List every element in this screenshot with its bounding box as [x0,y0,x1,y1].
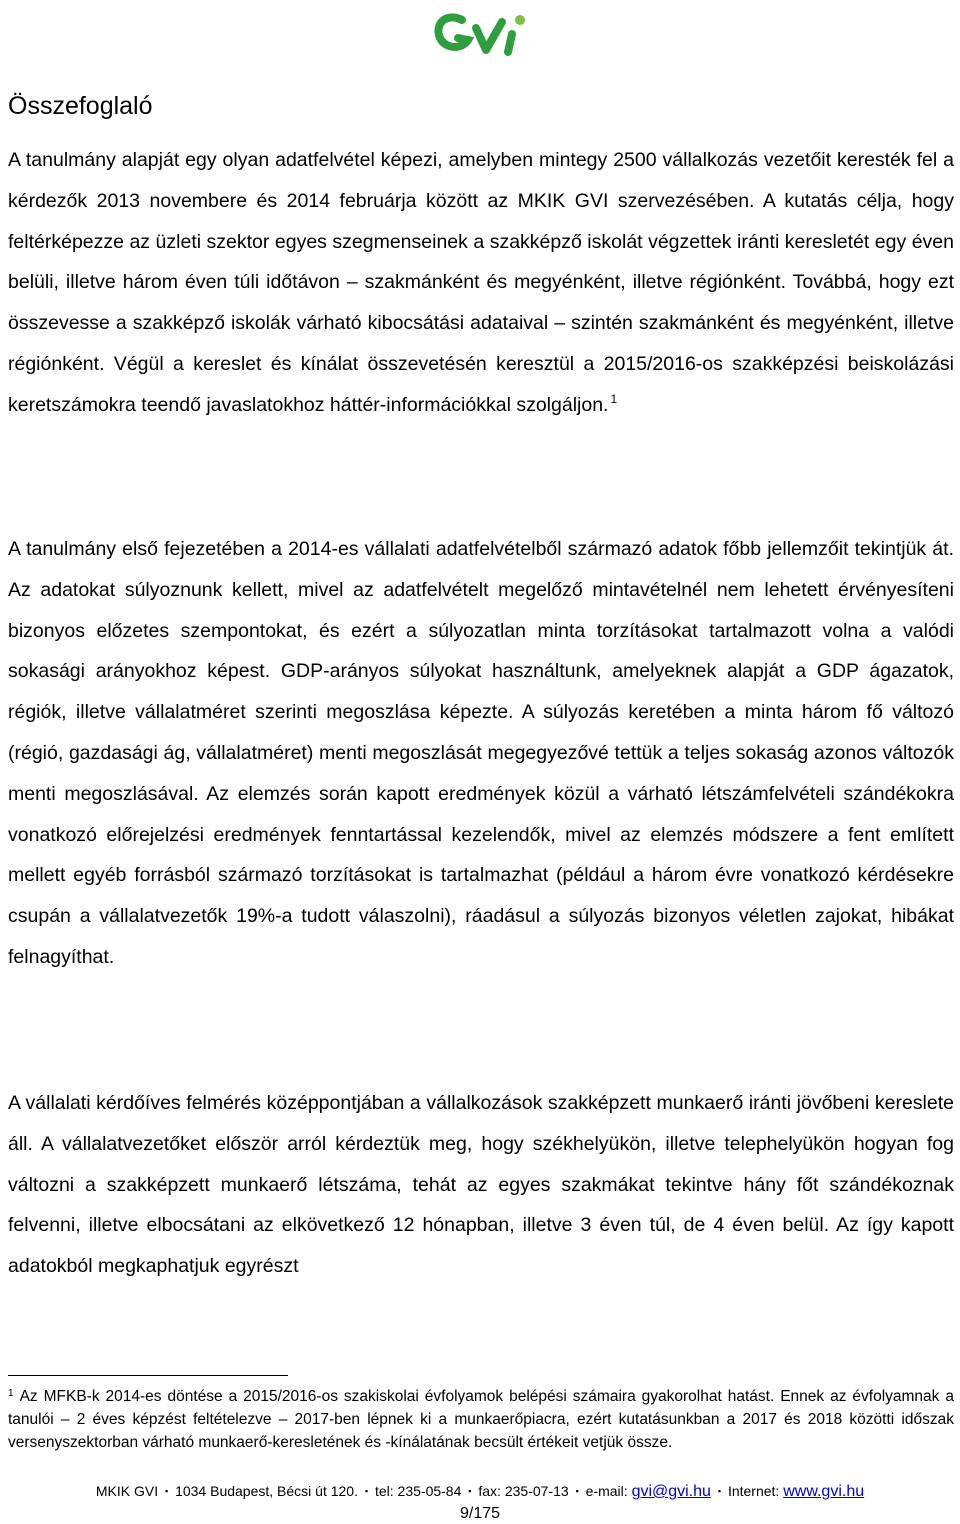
footer-email-link[interactable]: gvi@gvi.hu [631,1483,711,1500]
footnote [8,1385,954,1454]
footnote-text: Az MFKB-k 2014-es döntése a 2015/2016-os szakiskolai évfolyamok belépési számaira gyakorolhat hatást. Ennek az évfolyamnak a tanulói – 2 éves képzést feltételezve – 2017-ben lépnek ki a munkaerőpiacra, ezért kutatásunkban a 2017 és 2018 közötti időszak versenyszektorban várható munkaerő-keresletének és -kínálatának becsült értékeit vetjük össze. [8,1388,954,1451]
footer-separator: ▪ [575,1486,579,1496]
footnote-number: 1 [8,1388,14,1399]
page-number: 9/175 [459,1505,501,1522]
footnote-divider [8,1375,288,1376]
paragraph-1-text: A tanulmány alapját egy olyan adatfelvétel képezi, amelyben mintegy 2500 vállalkozás vezetőit keresték fel a kérdezők 2013 novembere és 2014 februárja között az MKIK GVI szervezésében. A kutatás célja, hogy feltérképezze az üzleti szektor egyes szegmenseinek a szakképző iskolát végzettek iránti keresletét egy éven belüli, illetve három éven túli időtávon – szakmánként és megyénként, illetve régiónként. Továbbá, hogy ezt összevesse a szakképző iskolák várható kibocsátási adataival – szintén szakmánként és megyénként, illetve régiónként. Végül a kereslet és kínálat összevetésén keresztül a 2015/2016-os szakképzési beiskolázási keretszámokra teendő javaslatokhoz háttér-információkkal szolgáljon. [8,149,954,416]
footer-separator: ▪ [364,1486,369,1496]
paragraph-3: A vállalati kérdőíves felmérés középpontjában a vállalkozások szakképzett munkaerő iránti jövőbeni kereslete áll. A vállalatvezetőket először arról kérdeztük meg, hogy székhelyükön, illetve telephelyükön hogyan fog változni a szakképzett munkaerő létszáma, tehát az egyes szakmákat tekintve hány főt szándékoznak felvenni, illetve elbocsátani az elkövetkező 12 hónapban, illetve 3 éven túl, de 4 éven belül. Az így kapott adatokból megkaphatjuk egyrészt [8,1092,954,1278]
footer-fax: fax: 235-07-13 [478,1483,569,1499]
footer-separator: ▪ [468,1486,472,1496]
footer-email-label: e-mail: [585,1483,628,1499]
page-footer [0,1480,960,1503]
footer-address: 1034 Budapest, Bécsi út 120. [175,1483,358,1499]
paragraph-1 [8,140,954,426]
footer-separator: ▪ [164,1486,169,1496]
footer-tel: tel: 235-05-84 [374,1483,462,1499]
footer-website-link[interactable]: www.gvi.hu [783,1483,865,1500]
footer-internet-label: Internet: [727,1483,780,1499]
footer-separator: ▪ [717,1486,722,1496]
gvi-logo [432,8,528,60]
paragraph-2: A tanulmány első fejezetében a 2014-es vállalati adatfelvételből származó adatok főbb jellemzőit tekintjük át. Az adatokat súlyoznunk kellett, mivel az adatfelvételt megelőző mintavételnél nem lehetett érvényesíteni bizonyos előzetes szempontokat, és ezért a súlyozatlan minta torzításokat tartalmazott volna a valódi sokasági arányokhoz képest. GDP-arányos súlyokat használtunk, amelyeknek alapját a GDP ágazatok, régiók, illetve vállalatméret szerinti megoszlása képezte. A súlyozás keretében a minta három fő változó (régió, gazdasági ág, vállalatméret) menti megoszlását megegyezővé tettük a teljes sokaság azonos változók menti megoszlásával. Az elemzés során kapott eredmények közül a várható létszámfelvételi szándékokra vonatkozó előrejelzési eredmények fenntartással kezelendők, mivel az elemzés módszere a fent említett mellett egyéb forrásból származó torzításokat is tartalmazhat (például a három évre vonatkozó kérdésekre csupán a vállalatvezetők 19%-a tudott válaszolni), ráadásul a súlyozás bizonyos véletlen zajokat, hibákat felnagyíthat. [8,538,954,968]
footnote-reference[interactable]: 1 [610,391,618,406]
footer-org: MKIK GVI [95,1483,159,1499]
page-title: Összefoglaló [8,92,153,120]
